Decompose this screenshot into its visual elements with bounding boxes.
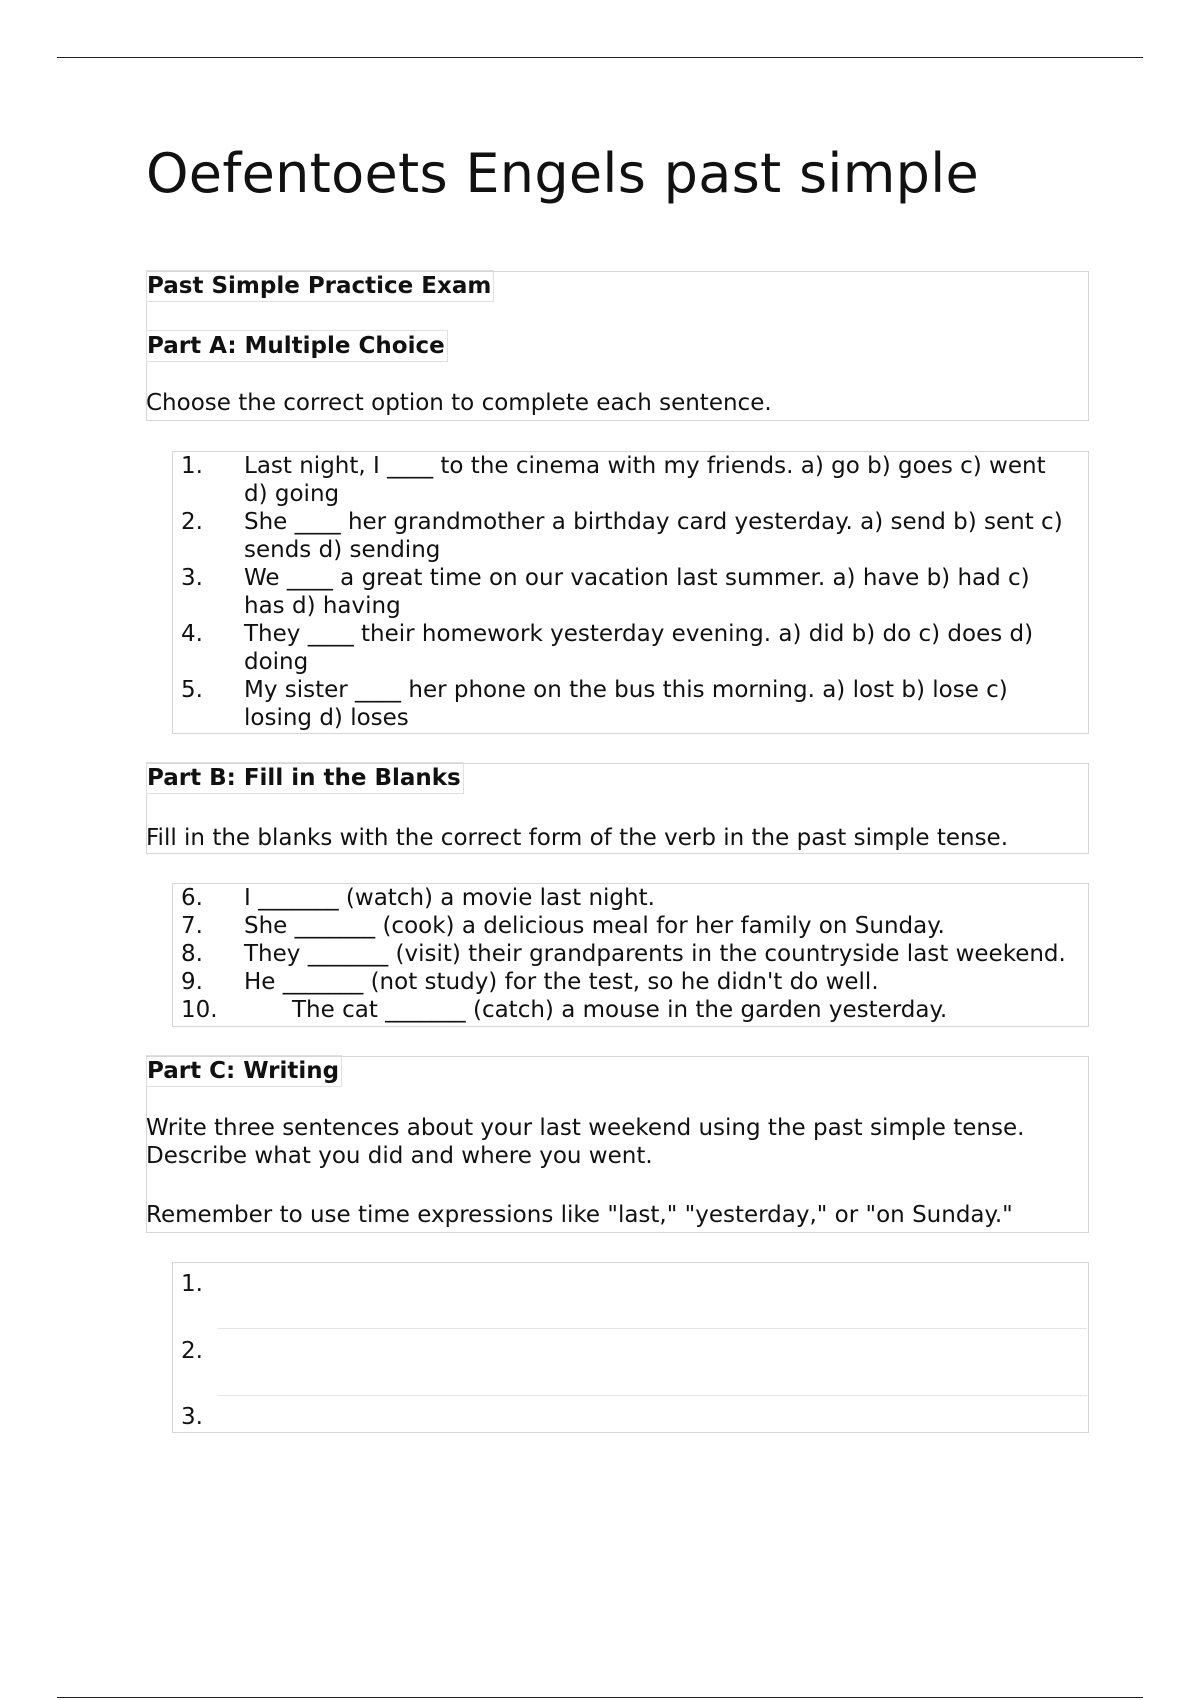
question-3: 3. We ____ a great time on our vacation last summer. a) have b) had c) has d) having (181, 565, 1030, 619)
question-7: 7. She _______ (cook) a delicious meal for her family on Sunday. (181, 913, 945, 939)
part-c-reminder: Remember to use time expressions like "last," "yesterday," or "on Sunday." (146, 1202, 1013, 1228)
answer-line-1[interactable] (218, 1328, 1087, 1329)
page-title: Oefentoets Engels past simple (146, 142, 980, 205)
part-a-question-list (173, 452, 1090, 732)
question-9: 9. He _______ (not study) for the test, so he didn't do well. (181, 969, 879, 995)
part-b-questions-box (172, 883, 1089, 1027)
part-b-title: Part B: Fill in the Blanks (146, 762, 464, 794)
question-4: 4. They ____ their homework yesterday evening. a) did b) do c) does d) doing (181, 621, 1034, 675)
answer-number-3: 3. (181, 1404, 203, 1430)
question-2: 2. She ____ her grandmother a birthday card yesterday. a) send b) sent c) sends d) sending (181, 509, 1063, 563)
exam-title: Past Simple Practice Exam (146, 270, 494, 302)
part-c-answer-box (172, 1262, 1089, 1433)
answer-line-2[interactable] (218, 1395, 1087, 1396)
part-a-instruction: Choose the correct option to complete each sentence. (146, 390, 772, 416)
question-1: 1. Last night, I ____ to the cinema with my friends. a) go b) goes c) went d) going (181, 453, 1046, 507)
part-a-questions-box (172, 451, 1089, 734)
part-a-title: Part A: Multiple Choice (146, 330, 448, 362)
question-10: 10. The cat _______ (catch) a mouse in the garden yesterday. (181, 997, 948, 1023)
top-rule (57, 57, 1143, 58)
part-b-question-list (173, 884, 1090, 1024)
answer-number-2: 2. (181, 1338, 203, 1364)
question-5: 5. My sister ____ her phone on the bus this morning. a) lost b) lose c) losing d) loses (181, 677, 1008, 731)
question-6: 6. I _______ (watch) a movie last night. (181, 885, 655, 911)
part-c-title: Part C: Writing (146, 1055, 342, 1087)
question-8: 8. They _______ (visit) their grandparents in the countryside last weekend. (181, 941, 1066, 967)
part-c-instruction-1: Write three sentences about your last weekend using the past simple tense. (146, 1115, 1025, 1141)
bottom-rule (57, 1697, 1143, 1698)
part-b-instruction: Fill in the blanks with the correct form of the verb in the past simple tense. (146, 825, 1009, 851)
part-c-instruction-2: Describe what you did and where you went. (146, 1143, 653, 1169)
answer-number-1: 1. (181, 1271, 203, 1297)
